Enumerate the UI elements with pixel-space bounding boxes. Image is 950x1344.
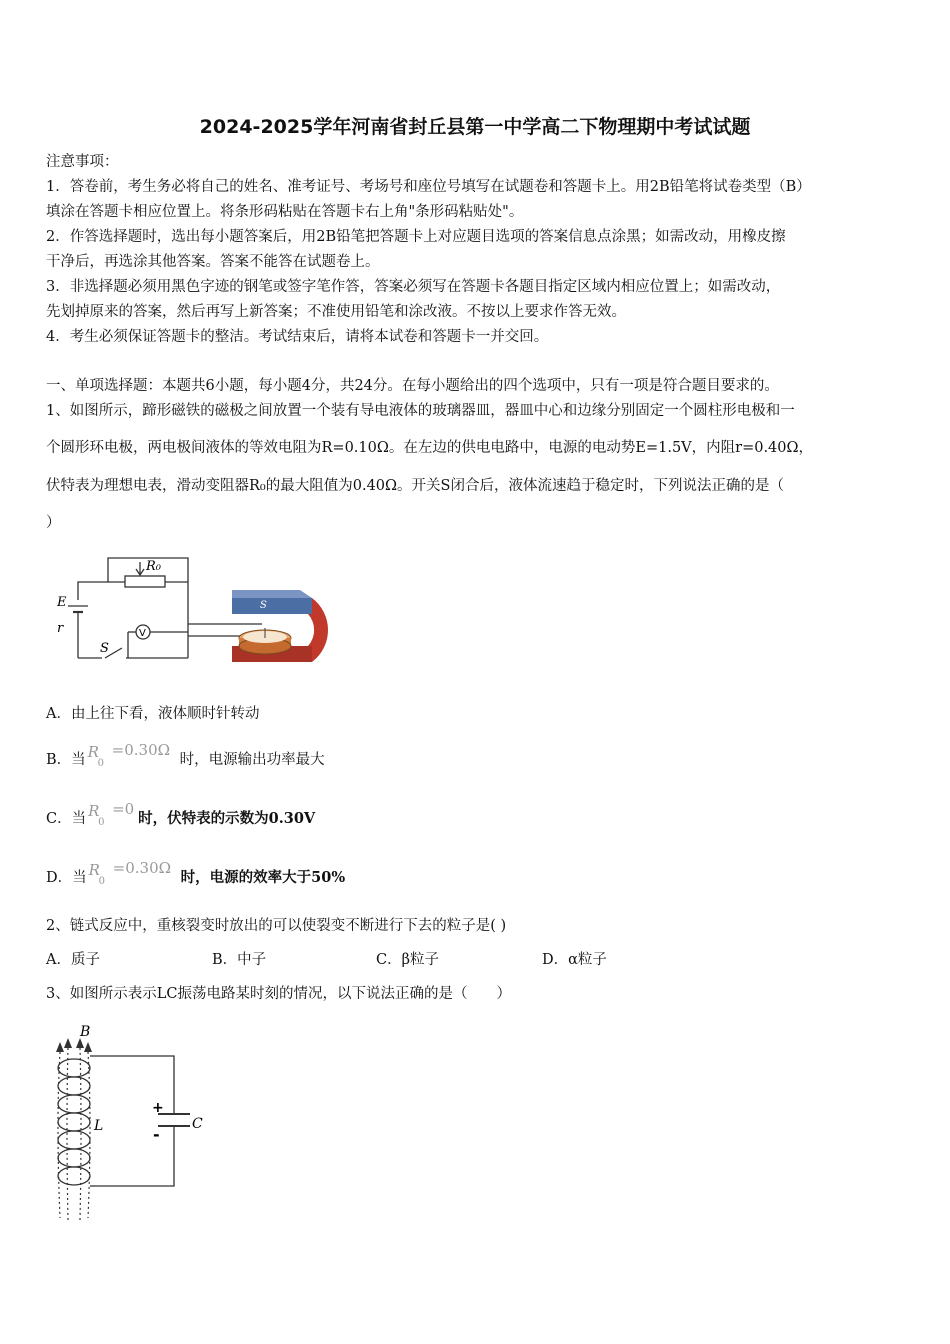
note-line: 先划掉原来的答案，然后再写上新答案；不准使用铅笔和涂改液。不按以上要求作答无效。 [46,304,626,320]
capacitor-label: C [192,1116,203,1132]
page-title: 2024-2025学年河南省封丘县第一中学高二下物理期中考试试题 [199,116,751,138]
q1-option-d[interactable] [46,858,345,898]
q2-option-c[interactable]: C．β粒子 [376,952,439,968]
q2-option-a[interactable]: A．质子 [46,952,100,968]
q1-option-c-suffix: 时，伏特表的示数为0.30V [138,810,316,827]
switch-label: S [100,641,109,656]
q1-option-b-prefix: B．当 [46,752,86,768]
r0-label: R₀ [146,559,161,574]
formula-r0-d: R 0 =0.30Ω [88,859,172,887]
question-1-line: 伏特表为理想电表，滑动变阻器R₀的最大阻值为0.40Ω。开关S闭合后，液体流速趋于稳定时，下列说法正确的是（ [46,478,784,494]
q1-option-a[interactable]: A．由上往下看，液体顺时针转动 [46,706,260,722]
note-line: 填涂在答题卡相应位置上。将条形码粘贴在答题卡右上角"条形码粘贴处"。 [46,204,524,220]
q2-option-b[interactable]: B．中子 [212,952,267,968]
q1-option-b[interactable] [46,740,325,780]
question-1-figure [50,550,350,675]
emf-label: E [57,595,67,610]
notes-heading: 注意事项： [46,154,119,170]
section-heading: 一、单项选择题：本题共6小题，每小题4分，共24分。在每小题给出的四个选项中，只有一项是符合题目要求的。 [46,378,779,394]
note-line: 1．答卷前，考生务必将自己的姓名、准考证号、考场号和座位号填写在试题卷和答题卡上。用2B铅笔将试卷类型（B） [46,179,811,195]
note-line: 4．考生必须保证答题卡的整洁。考试结束后，请将本试卷和答题卡一并交回。 [46,329,549,345]
voltmeter-label: V [139,628,146,639]
internal-resistance-label: r [57,621,64,636]
magnetic-field-label: B [80,1024,91,1040]
note-line: 2．作答选择题时，选出每小题答案后，用2B铅笔把答题卡上对应题目选项的答案信息点涂黑；如需改动，用橡皮擦 [46,229,786,245]
formula-r0-b: R 0 =0.30Ω [87,741,171,769]
note-line: 干净后，再选涂其他答案。答案不能答在试题卷上。 [46,254,380,270]
q1-option-c[interactable] [46,799,315,839]
question-3-figure [46,1022,216,1227]
plus-label: + [152,1100,164,1116]
inductor-label: L [94,1118,104,1134]
q1-option-c-prefix: C．当 [46,811,87,827]
question-1-line: 1、如图所示，蹄形磁铁的磁极之间放置一个装有导电液体的玻璃器皿，器皿中心和边缘分别固定一个圆柱形电极和一 [46,403,795,419]
q1-option-b-suffix: 时，电源输出功率最大 [179,752,325,768]
q2-option-d[interactable]: D．α粒子 [542,952,607,968]
question-1-line: 个圆形环电极，两电极间液体的等效电阻为R=0.10Ω。在左边的供电电路中，电源的电动势E=1.5V，内阻r=0.40Ω， [46,440,814,456]
question-2: 2、链式反应中，重核裂变时放出的可以使裂变不断进行下去的粒子是( ) [46,918,507,934]
formula-r0-c: R 0 =0 [88,800,135,828]
question-3: 3、如图所示表示LC振荡电路某时刻的情况，以下说法正确的是（ ） [46,986,511,1002]
magnet-pole-label: S [260,600,267,611]
minus-label: - [153,1125,160,1144]
note-line: 3．非选择题必须用黑色字迹的钢笔或签字笔作答，答案必须写在答题卡各题目指定区域内相应位置上；如需改动， [46,279,781,295]
q1-option-d-prefix: D．当 [46,870,87,886]
q1-option-d-suffix: 时，电源的效率大于50% [180,869,346,886]
question-1-line: ） [46,515,61,531]
